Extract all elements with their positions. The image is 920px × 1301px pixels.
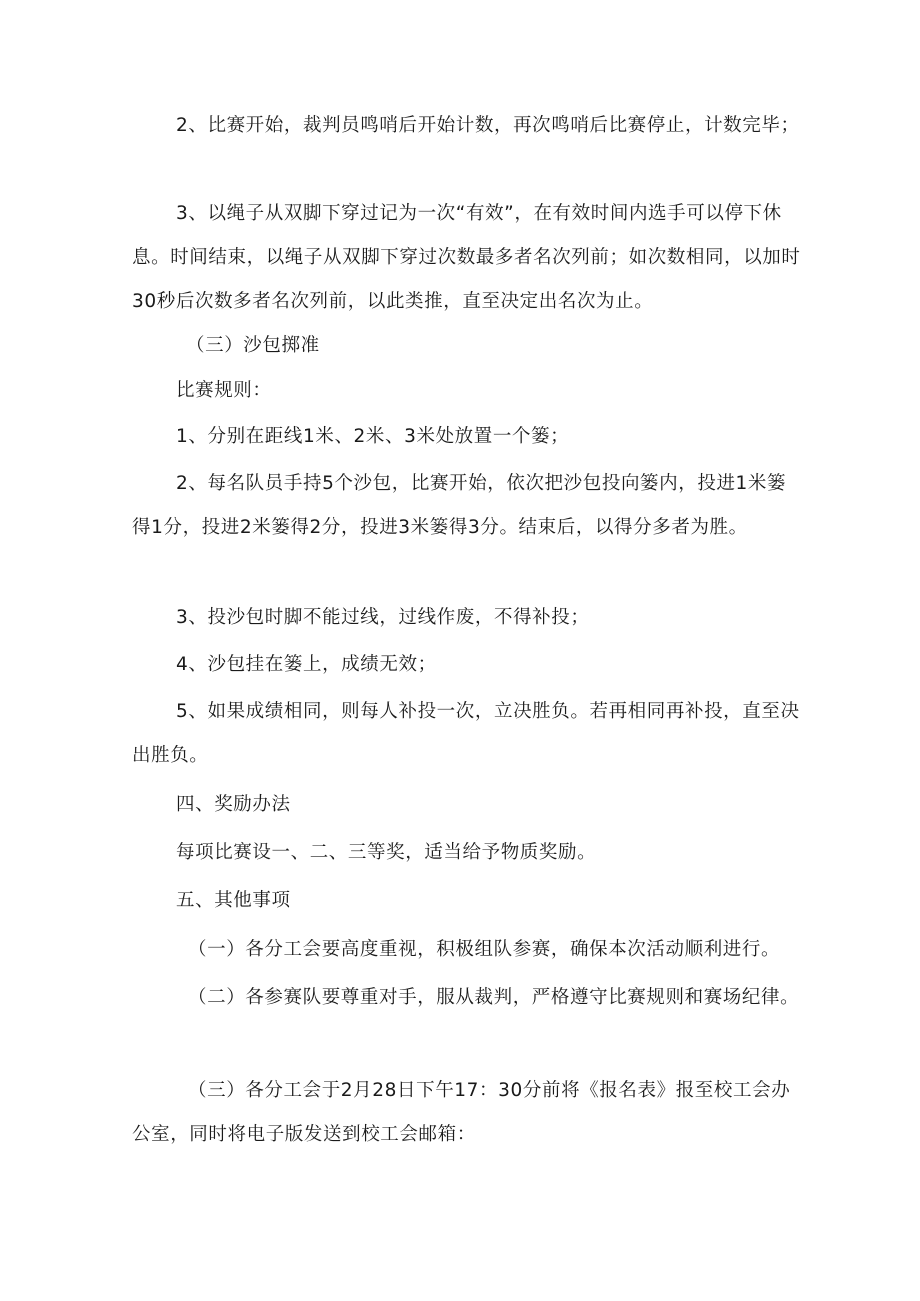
paragraph-rule-2: 2、比赛开始，裁判员鸣哨后开始计数，再次鸣哨后比赛停止，计数完毕； bbox=[176, 115, 800, 136]
other-item-2: （二）各参赛队要尊重对手，服从裁判，严格遵守比赛规则和赛场纪律。 bbox=[188, 987, 800, 1008]
sandbag-rule-2: 2、每名队员手持5个沙包，比赛开始，依次把沙包投向篓内，投进1米篓得1分，投进2米篓得2分，投进3米篓得3分。结束后，以得分多者为胜。 bbox=[132, 473, 787, 538]
sandbag-rule-3: 3、投沙包时脚不能过线，过线作废，不得补投； bbox=[176, 607, 590, 628]
sandbag-rule-5: 5、如果成绩相同，则每人补投一次，立决胜负。若再相同再补投，直至决出胜负。 bbox=[132, 701, 800, 766]
rules-label: 比赛规则： bbox=[176, 380, 272, 401]
other-item-1: （一）各分工会要高度重视，积极组队参赛，确保本次活动顺利进行。 bbox=[188, 939, 781, 960]
sandbag-rule-4: 4、沙包挂在篓上，成绩无效； bbox=[176, 654, 437, 675]
section-heading-reward: 四、奖励办法 bbox=[176, 794, 291, 815]
reward-text: 每项比赛设一、二、三等奖，适当给予物质奖励。 bbox=[176, 842, 597, 863]
sandbag-rule-1: 1、分别在距线1米、2米、3米处放置一个篓； bbox=[176, 426, 570, 447]
section-heading-other: 五、其他事项 bbox=[176, 890, 291, 911]
section-heading-sandbag: （三）沙包掷准 bbox=[186, 335, 320, 356]
other-item-3: （三）各分工会于2月28日下午17：30分前将《报名表》报至校工会办公室，同时将电子版发送到校工会邮箱： bbox=[132, 1080, 791, 1145]
paragraph-rule-3: 3、以绳子从双脚下穿过记为一次“有效”，在有效时间内选手可以停下休息。时间结束，以绳子从双脚下穿过次数最多者名次列前；如次数相同，以加时30秒后次数多者名次列前，以此类推，直至决定出名次为止。 bbox=[132, 203, 801, 312]
